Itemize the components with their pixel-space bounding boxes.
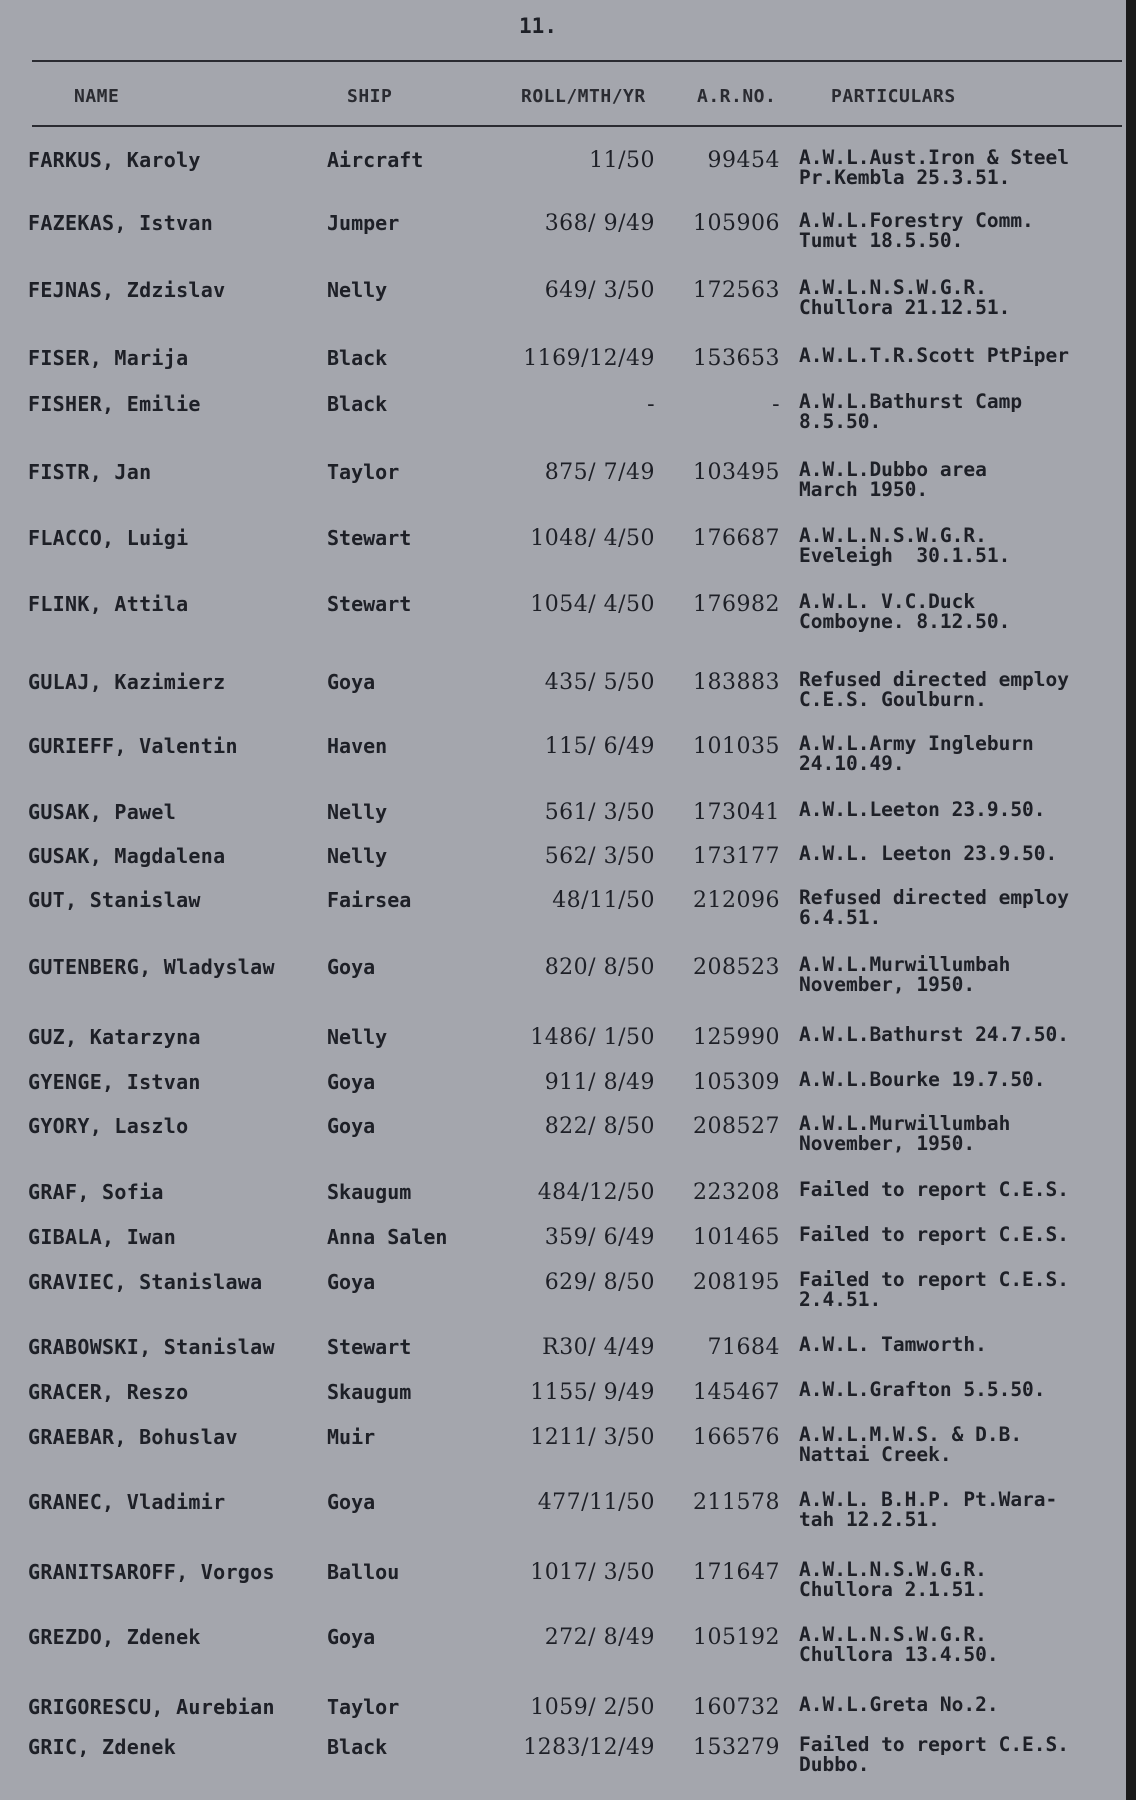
entry-name: GRAEBAR, Bohuslav bbox=[28, 1425, 238, 1449]
entry-particulars: Refused directed employ C.E.S. Goulburn. bbox=[799, 668, 1070, 711]
entry-name: GUSAK, Pawel bbox=[28, 800, 177, 824]
entry-ship: Nelly bbox=[327, 1025, 388, 1049]
entry-ar-no: 103495 bbox=[693, 460, 780, 485]
entry-name: GUZ, Katarzyna bbox=[28, 1025, 201, 1049]
entry-name: GRAF, Sofia bbox=[28, 1180, 164, 1204]
header-bottom-rule bbox=[32, 125, 1122, 127]
entry-ship: Skaugum bbox=[327, 1180, 412, 1204]
entry-ship: Goya bbox=[327, 955, 376, 979]
entry-roll: 115/ 6/49 bbox=[544, 734, 655, 759]
entry-ar-no: 208527 bbox=[693, 1114, 780, 1139]
entry-roll: 1486/ 1/50 bbox=[530, 1025, 655, 1050]
entry-ar-no: 212096 bbox=[693, 888, 780, 913]
entry-particulars: A.W.L.Dubbo area March 1950. bbox=[799, 458, 987, 501]
entry-ship: Goya bbox=[327, 1070, 376, 1094]
entry-particulars: Failed to report C.E.S. 2.4.51. bbox=[799, 1268, 1070, 1311]
entry-roll: 911/ 8/49 bbox=[544, 1070, 655, 1095]
entry-ar-no: 171647 bbox=[693, 1560, 780, 1585]
entry-particulars: A.W.L. Tamworth. bbox=[799, 1333, 987, 1356]
entry-ship: Stewart bbox=[327, 526, 412, 550]
entry-name: GUT, Stanislaw bbox=[28, 888, 201, 912]
entry-name: FAZEKAS, Istvan bbox=[28, 211, 214, 235]
entry-ar-no: 153279 bbox=[693, 1735, 780, 1760]
entry-ar-no: 99454 bbox=[707, 148, 780, 173]
entry-name: GURIEFF, Valentin bbox=[28, 734, 238, 758]
entry-ship: Black bbox=[327, 1735, 388, 1759]
entry-ar-no: 153653 bbox=[693, 346, 780, 371]
entry-particulars: Failed to report C.E.S. bbox=[799, 1223, 1070, 1246]
entry-name: GRABOWSKI, Stanislaw bbox=[28, 1335, 275, 1359]
entry-particulars: A.W.L.Leeton 23.9.50. bbox=[799, 798, 1046, 821]
entry-ship: Nelly bbox=[327, 844, 388, 868]
entry-ar-no: 173041 bbox=[693, 800, 780, 825]
entry-ship: Jumper bbox=[327, 211, 400, 235]
entry-ship: Goya bbox=[327, 1490, 376, 1514]
entry-ship: Nelly bbox=[327, 800, 388, 824]
entry-ship: Goya bbox=[327, 1270, 376, 1294]
entry-ship: Goya bbox=[327, 670, 376, 694]
entry-particulars: Refused directed employ 6.4.51. bbox=[799, 886, 1070, 929]
entry-ship: Ballou bbox=[327, 1560, 400, 1584]
entry-ship: Aircraft bbox=[327, 148, 424, 172]
entry-roll: 822/ 8/50 bbox=[544, 1114, 655, 1139]
entry-roll: 1059/ 2/50 bbox=[530, 1695, 655, 1720]
page-number: 11. bbox=[519, 14, 557, 38]
entry-name: GIBALA, Iwan bbox=[28, 1225, 177, 1249]
entry-ship: Goya bbox=[327, 1114, 376, 1138]
entry-name: GYORY, Laszlo bbox=[28, 1114, 189, 1138]
entry-name: GRIC, Zdenek bbox=[28, 1735, 177, 1759]
entry-ar-no: 208195 bbox=[693, 1270, 780, 1295]
entry-particulars: A.W.L.M.W.S. & D.B. Nattai Creek. bbox=[799, 1423, 1023, 1466]
entry-ship: Skaugum bbox=[327, 1380, 412, 1404]
entry-ar-no: 145467 bbox=[693, 1380, 780, 1405]
entry-particulars: A.W.L.N.S.W.G.R. Eveleigh 30.1.51. bbox=[799, 524, 1011, 567]
entry-ship: Taylor bbox=[327, 460, 400, 484]
entry-ar-no: 160732 bbox=[693, 1695, 780, 1720]
entry-ship: Haven bbox=[327, 734, 388, 758]
entry-name: FISHER, Emilie bbox=[28, 392, 201, 416]
entry-roll: 272/ 8/49 bbox=[544, 1625, 655, 1650]
entry-particulars: A.W.L.Aust.Iron & Steel Pr.Kembla 25.3.51. bbox=[799, 146, 1070, 189]
entry-ar-no: 183883 bbox=[693, 670, 780, 695]
header-top-rule bbox=[32, 60, 1122, 62]
entry-roll: 875/ 7/49 bbox=[544, 460, 655, 485]
entry-roll: 1017/ 3/50 bbox=[530, 1560, 655, 1585]
entry-ar-no: 105309 bbox=[693, 1070, 780, 1095]
entry-particulars: A.W.L.Murwillumbah November, 1950. bbox=[799, 1112, 1011, 1155]
header-roll: ROLL/MTH/YR bbox=[521, 86, 646, 107]
entry-roll: 649/ 3/50 bbox=[544, 278, 655, 303]
entry-particulars: Failed to report C.E.S. Dubbo. bbox=[799, 1733, 1070, 1776]
entry-ship: Goya bbox=[327, 1625, 376, 1649]
entry-name: FARKUS, Karoly bbox=[28, 148, 201, 172]
entry-roll: 484/12/50 bbox=[537, 1180, 655, 1205]
entry-particulars: A.W.L.Bathurst 24.7.50. bbox=[799, 1023, 1070, 1046]
entry-roll: 359/ 6/49 bbox=[544, 1225, 655, 1250]
header-particulars: PARTICULARS bbox=[831, 86, 956, 107]
entry-ship: Black bbox=[327, 346, 388, 370]
entry-roll: 820/ 8/50 bbox=[544, 955, 655, 980]
entry-name: GUSAK, Magdalena bbox=[28, 844, 226, 868]
entry-particulars: A.W.L.N.S.W.G.R. Chullora 21.12.51. bbox=[799, 276, 1011, 319]
entry-particulars: A.W.L. V.C.Duck Comboyne. 8.12.50. bbox=[799, 590, 1011, 633]
entry-ar-no: 101465 bbox=[693, 1225, 780, 1250]
entry-name: GRANEC, Vladimir bbox=[28, 1490, 226, 1514]
entry-particulars: A.W.L.Grafton 5.5.50. bbox=[799, 1378, 1046, 1401]
entry-particulars: A.W.L.Bathurst Camp 8.5.50. bbox=[799, 390, 1023, 433]
entry-roll: 368/ 9/49 bbox=[544, 211, 655, 236]
entry-roll: - bbox=[647, 392, 655, 417]
entry-name: GUTENBERG, Wladyslaw bbox=[28, 955, 275, 979]
entry-roll: 11/50 bbox=[589, 148, 655, 173]
entry-ar-no: 176982 bbox=[693, 592, 780, 617]
entry-name: FLACCO, Luigi bbox=[28, 526, 189, 550]
entry-roll: 1169/12/49 bbox=[523, 346, 655, 371]
entry-ship: Stewart bbox=[327, 1335, 412, 1359]
entry-particulars: A.W.L. Leeton 23.9.50. bbox=[799, 842, 1058, 865]
entry-roll: 477/11/50 bbox=[537, 1490, 655, 1515]
entry-name: FISTR, Jan bbox=[28, 460, 152, 484]
entry-roll: 1211/ 3/50 bbox=[530, 1425, 655, 1450]
entry-ar-no: 105192 bbox=[693, 1625, 780, 1650]
entry-ar-no: 223208 bbox=[693, 1180, 780, 1205]
entry-ar-no: 211578 bbox=[693, 1490, 780, 1515]
entry-ar-no: 176687 bbox=[693, 526, 780, 551]
entry-name: FLINK, Attila bbox=[28, 592, 189, 616]
entry-particulars: Failed to report C.E.S. bbox=[799, 1178, 1070, 1201]
entry-particulars: A.W.L.Forestry Comm. Tumut 18.5.50. bbox=[799, 209, 1034, 252]
entry-ar-no: 105906 bbox=[693, 211, 780, 236]
entry-particulars: A.W.L.Army Ingleburn 24.10.49. bbox=[799, 732, 1034, 775]
entry-ar-no: 71684 bbox=[707, 1335, 780, 1360]
entry-particulars: A.W.L.N.S.W.G.R. Chullora 13.4.50. bbox=[799, 1623, 999, 1666]
entry-ar-no: - bbox=[772, 392, 780, 417]
entry-ship: Taylor bbox=[327, 1695, 400, 1719]
entry-roll: 1155/ 9/49 bbox=[530, 1380, 655, 1405]
header-ar-no: A.R.NO. bbox=[697, 86, 777, 107]
entry-name: FEJNAS, Zdzislav bbox=[28, 278, 226, 302]
entry-ar-no: 173177 bbox=[693, 844, 780, 869]
entry-name: GRIGORESCU, Aurebian bbox=[28, 1695, 275, 1719]
entry-particulars: A.W.L. B.H.P. Pt.Wara- tah 12.2.51. bbox=[799, 1488, 1058, 1531]
entry-ar-no: 166576 bbox=[693, 1425, 780, 1450]
entry-ship: Black bbox=[327, 392, 388, 416]
entry-name: GYENGE, Istvan bbox=[28, 1070, 201, 1094]
entry-ar-no: 208523 bbox=[693, 955, 780, 980]
entry-name: GULAJ, Kazimierz bbox=[28, 670, 226, 694]
entry-name: GRANITSAROFF, Vorgos bbox=[28, 1560, 275, 1584]
entry-ship: Fairsea bbox=[327, 888, 412, 912]
entry-name: GRAVIEC, Stanislawa bbox=[28, 1270, 263, 1294]
entry-ship: Muir bbox=[327, 1425, 376, 1449]
entry-ship: Anna Salen bbox=[327, 1225, 448, 1249]
entry-name: GREZDO, Zdenek bbox=[28, 1625, 201, 1649]
entry-name: GRACER, Reszo bbox=[28, 1380, 189, 1404]
entry-roll: 1048/ 4/50 bbox=[530, 526, 655, 551]
entry-roll: 435/ 5/50 bbox=[544, 670, 655, 695]
entry-roll: 1054/ 4/50 bbox=[530, 592, 655, 617]
entry-roll: 629/ 8/50 bbox=[544, 1270, 655, 1295]
entry-particulars: A.W.L.T.R.Scott PtPiper bbox=[799, 344, 1070, 367]
entry-roll: R30/ 4/49 bbox=[542, 1335, 655, 1360]
header-name: NAME bbox=[74, 86, 120, 107]
header-ship: SHIP bbox=[347, 86, 393, 107]
entry-ship: Nelly bbox=[327, 278, 388, 302]
entry-ar-no: 101035 bbox=[693, 734, 780, 759]
entry-ar-no: 125990 bbox=[693, 1025, 780, 1050]
entry-roll: 48/11/50 bbox=[552, 888, 655, 913]
entry-roll: 561/ 3/50 bbox=[544, 800, 655, 825]
entry-roll: 1283/12/49 bbox=[523, 1735, 655, 1760]
entry-ship: Stewart bbox=[327, 592, 412, 616]
entry-particulars: A.W.L.Murwillumbah November, 1950. bbox=[799, 953, 1011, 996]
entry-roll: 562/ 3/50 bbox=[544, 844, 655, 869]
entry-particulars: A.W.L.Greta No.2. bbox=[799, 1693, 999, 1716]
entry-name: FISER, Marija bbox=[28, 346, 189, 370]
entry-particulars: A.W.L.Bourke 19.7.50. bbox=[799, 1068, 1046, 1091]
entry-ar-no: 172563 bbox=[693, 278, 780, 303]
entry-particulars: A.W.L.N.S.W.G.R. Chullora 2.1.51. bbox=[799, 1558, 987, 1601]
